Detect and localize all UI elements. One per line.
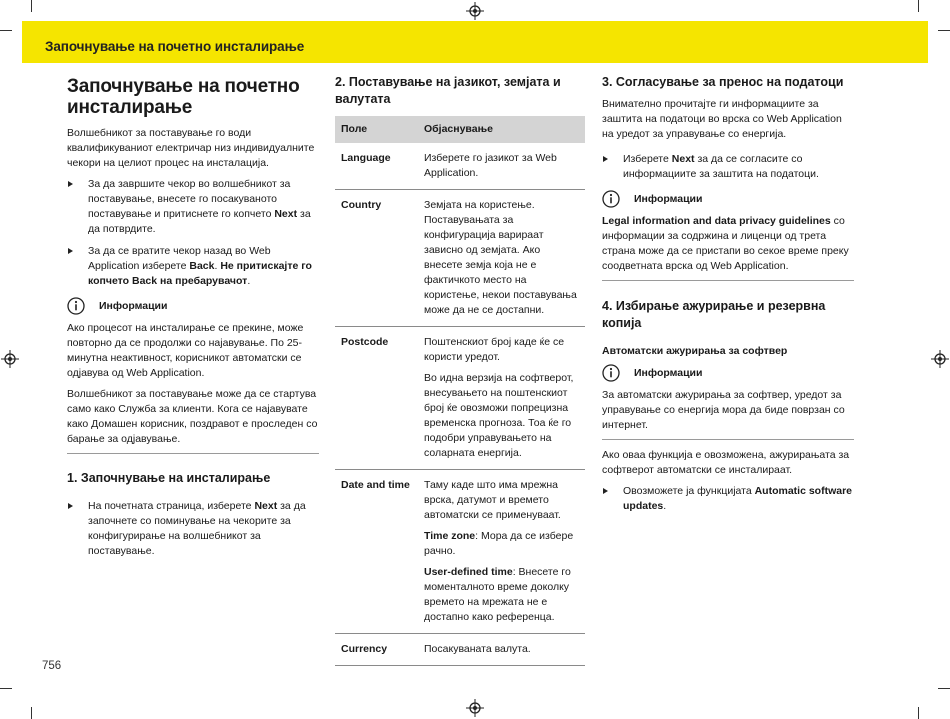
- table-key-cell: Country: [335, 190, 418, 327]
- list-item: [602, 484, 854, 514]
- info-text: со информации за содржина и лиценци од трета страна може да се пристапи во секое време преку соодветната врска од Web Application.: [602, 215, 849, 272]
- info-paragraph: Ако процесот на инсталирање се прекине, може повторно да се продолжи со најавување. По 25-минутна неактивност, корисникот автоматски се одјавува од Web Application.: [67, 322, 304, 379]
- bullet-text: .: [247, 275, 251, 287]
- page-title: Започнување на почетно инсталирање: [67, 76, 300, 118]
- bullet-text: За да завршите чекор во волшебникот за поставување, внесете го посакуваното поставување и притиснете го копчето: [88, 178, 291, 220]
- registration-mark-icon: [466, 699, 484, 717]
- table-row: [335, 143, 585, 190]
- cell-paragraph: [424, 565, 579, 625]
- info-paragraph: За автоматски ажурирања за софтвер, уредот за управување со енергија мора да биде поврзан со интернет.: [602, 389, 845, 431]
- table-key-cell: Language: [335, 143, 418, 190]
- bullet-triangle-icon: [68, 181, 73, 187]
- section-heading: 1. Започнување на инсталирање: [67, 471, 271, 485]
- page-number: 756: [42, 660, 62, 672]
- list-item: [67, 244, 319, 289]
- bullet-triangle-icon: [603, 156, 608, 162]
- crop-mark: [938, 688, 950, 689]
- info-heading: [67, 297, 319, 315]
- info-icon: [602, 364, 620, 382]
- bullet-text: .: [663, 500, 667, 512]
- paragraph: Ако оваа функција е овозможена, ажурирањата за софтверот автоматски се инсталираат.: [602, 449, 850, 476]
- section-heading: 2. Поставување на јазикот, земјата и валутата: [335, 75, 561, 106]
- cell-text: Земјата на користење. Поставувањата за конфигурација варираат зависно од земјата. Ако внесете земја која не е фактичкото место на користење, некои поставувања може да не се достапни.: [424, 199, 577, 316]
- cell-text: Во идна верзија на софтверот, внесувањето на поштенскиот број ќе овозможи попрецизна временска прогноза. Тоа ќе го подобри управувањето на соларната енергија.: [424, 372, 574, 459]
- bullet-text: Изберете: [623, 153, 672, 165]
- info-icon: [602, 190, 620, 208]
- bullet-bold: Automatic software updates: [623, 485, 853, 512]
- bullet-text: за да започнете со поминување на чекорите за конфигурирање на волшебникот за поставување.: [88, 500, 306, 557]
- settings-table: [335, 116, 585, 666]
- crop-mark: [938, 30, 950, 31]
- bullet-text: На почетната страница, изберете: [88, 500, 255, 512]
- registration-mark-icon: [466, 2, 484, 20]
- info-paragraph: [602, 214, 854, 274]
- cell-bold: Time zone: [424, 530, 476, 542]
- bullet-text: .: [214, 260, 221, 272]
- info-bold: Legal information and data privacy guidelines: [602, 215, 831, 227]
- table-value-cell: [418, 327, 585, 470]
- bullet-bold: Next: [254, 500, 278, 512]
- crop-mark: [0, 30, 12, 31]
- table-header-cell: Поле: [335, 116, 418, 143]
- list-item: [67, 499, 319, 559]
- bullet-bold: Next: [274, 208, 298, 220]
- cell-text: Посакуваната валута.: [424, 643, 531, 655]
- paragraph: Внимателно прочитајте ги информациите за заштита на податоци во врска со Web Application на уредот за управување со енергија.: [602, 98, 842, 140]
- middle-column: [335, 74, 585, 666]
- table-row: [335, 634, 585, 666]
- cell-bold: User-defined time: [424, 566, 513, 578]
- info-paragraph: Волшебникот за поставување може да се стартува само како Служба за клиенти. Кога се најавувате како Домашен корисник, поздравот е проследен со барање за одјавување.: [67, 388, 318, 445]
- table-value-cell: [418, 470, 585, 634]
- info-icon: [67, 297, 85, 315]
- cell-text: Поштенскиот број каде ќе се користи уредот.: [424, 336, 565, 363]
- section-heading: 3. Согласување за пренос на податоци: [602, 75, 844, 89]
- cell-paragraph: [424, 529, 579, 559]
- info-heading: [602, 364, 854, 382]
- crop-mark: [918, 707, 919, 719]
- table-key-cell: Date and time: [335, 470, 418, 634]
- running-header: Започнување на почетно инсталирање: [45, 39, 305, 54]
- table-row: [335, 470, 585, 634]
- cell-text: : Внесете го моменталното време доколку времето на мрежата не е достапно како референца.: [424, 566, 571, 623]
- table-row: [335, 327, 585, 470]
- crop-mark: [918, 0, 919, 12]
- registration-mark-icon: [1, 350, 19, 368]
- cell-text: Изберете го јазикот за Web Application.: [424, 152, 557, 179]
- bullet-text: за да се согласите со информациите за заштита на податоци.: [623, 153, 819, 180]
- table-key-cell: Currency: [335, 634, 418, 666]
- subsection-heading: Автоматски ажурирања за софтвер: [602, 345, 788, 357]
- cell-text: : Мора да се избере рачно.: [424, 530, 574, 557]
- intro-paragraph: Волшебникот за поставување го води квалификуваниот електричар низ индивидуалните чекори на целиот процес на инсталација.: [67, 127, 315, 169]
- list-item: [67, 177, 319, 237]
- table-row: [335, 190, 585, 327]
- bullet-triangle-icon: [603, 488, 608, 494]
- right-column: [602, 74, 854, 521]
- left-column: [67, 74, 319, 566]
- info-label: Информации: [99, 300, 168, 312]
- table-value-cell: [418, 143, 585, 190]
- crop-mark: [31, 707, 32, 719]
- bullet-text: за да потврдите.: [88, 208, 311, 235]
- table-value-cell: [418, 190, 585, 327]
- bullet-triangle-icon: [68, 503, 73, 509]
- cell-text: Таму каде што има мрежна врска, датумот и времето автоматски се применуваат.: [424, 479, 561, 521]
- bullet-bold: Back: [189, 260, 215, 272]
- table-key-cell: Postcode: [335, 327, 418, 470]
- section-heading: 4. Избирање ажурирање и резервна копија: [602, 299, 826, 330]
- bullet-text: Овозможете ја функцијата: [623, 485, 755, 497]
- bullet-triangle-icon: [68, 248, 73, 254]
- crop-mark: [0, 688, 12, 689]
- bullet-bold: Не притискајте го копчето Back на пребарувачот: [88, 260, 312, 287]
- registration-mark-icon: [931, 350, 949, 368]
- info-heading: [602, 190, 854, 208]
- table-header-cell: Објаснување: [418, 116, 585, 143]
- bullet-text: За да се вратите чекор назад во Web Application изберете: [88, 245, 271, 272]
- table-header-row: [335, 116, 585, 143]
- info-label: Информации: [634, 193, 703, 205]
- crop-mark: [31, 0, 32, 12]
- table-value-cell: [418, 634, 585, 666]
- list-item: [602, 152, 854, 182]
- info-label: Информации: [634, 367, 703, 379]
- bullet-bold: Next: [671, 153, 695, 165]
